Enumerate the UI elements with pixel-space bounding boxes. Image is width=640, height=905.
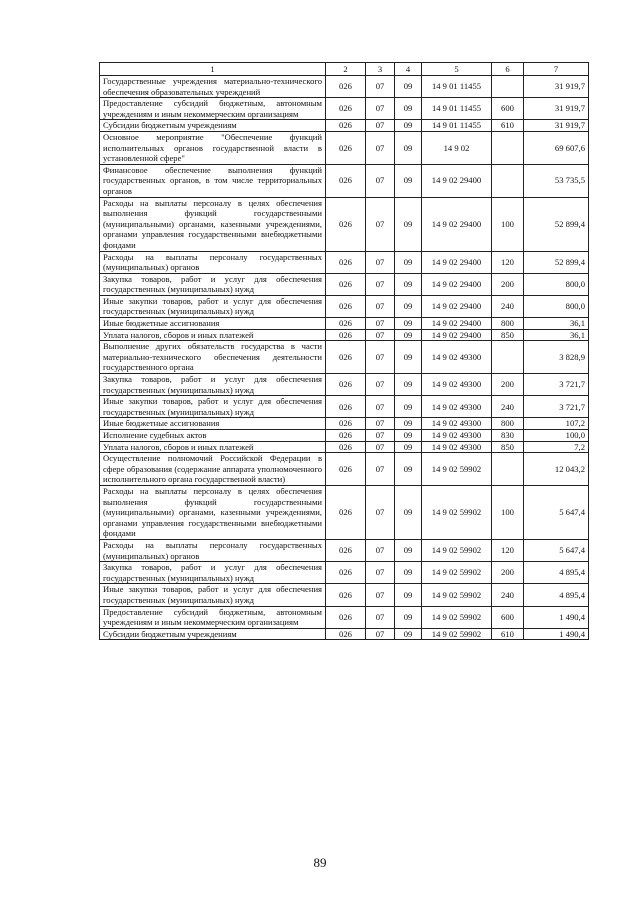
row-ministry-code: 026 (326, 418, 366, 430)
table-row (100, 441, 589, 453)
row-ministry-code: 026 (326, 98, 366, 120)
row-section-code: 07 (366, 131, 395, 164)
row-ministry-code: 026 (326, 341, 366, 374)
column-header-3: 3 (366, 63, 395, 76)
row-name: Закупка товаров, работ и услуг для обеспечения государственных (муниципальных) нужд (100, 562, 326, 584)
row-ministry-code: 026 (326, 396, 366, 418)
row-target-code: 14 9 01 11455 (422, 76, 492, 98)
row-name: Иные закупки товаров, работ и услуг для обеспечения государственных (муниципальных) нужд (100, 396, 326, 418)
row-target-code: 14 9 02 29400 (422, 251, 492, 273)
row-target-code: 14 9 02 29400 (422, 273, 492, 295)
row-ministry-code: 026 (326, 628, 366, 640)
row-subsection-code: 09 (395, 120, 422, 132)
row-ministry-code: 026 (326, 318, 366, 330)
row-expense-type-code: 240 (492, 396, 524, 418)
row-amount: 3 721,7 (524, 374, 589, 396)
row-ministry-code: 026 (326, 606, 366, 628)
row-ministry-code: 026 (326, 441, 366, 453)
row-target-code: 14 9 02 49300 (422, 441, 492, 453)
row-expense-type-code: 800 (492, 318, 524, 330)
row-subsection-code: 09 (395, 329, 422, 341)
row-amount: 12 043,2 (524, 453, 589, 486)
row-target-code: 14 9 02 49300 (422, 430, 492, 442)
row-name: Субсидии бюджетным учреждениям (100, 120, 326, 132)
row-expense-type-code (492, 76, 524, 98)
row-expense-type-code: 610 (492, 120, 524, 132)
row-target-code: 14 9 02 59902 (422, 628, 492, 640)
row-name: Исполнение судебных актов (100, 430, 326, 442)
row-section-code: 07 (366, 98, 395, 120)
row-amount: 800,0 (524, 273, 589, 295)
row-expense-type-code: 100 (492, 485, 524, 539)
row-section-code: 07 (366, 539, 395, 561)
row-name: Уплата налогов, сборов и иных платежей (100, 329, 326, 341)
row-amount: 31 919,7 (524, 120, 589, 132)
table-row (100, 164, 589, 197)
row-section-code: 07 (366, 273, 395, 295)
row-expense-type-code: 120 (492, 539, 524, 561)
table-row (100, 584, 589, 606)
row-section-code: 07 (366, 120, 395, 132)
row-target-code: 14 9 02 29400 (422, 164, 492, 197)
row-name: Основное мероприятие "Обеспечение функций исполнительных органов государственной власти в установленной сфере" (100, 131, 326, 164)
row-target-code: 14 9 02 59902 (422, 539, 492, 561)
table-body (100, 76, 589, 640)
row-section-code: 07 (366, 396, 395, 418)
row-subsection-code: 09 (395, 341, 422, 374)
row-name: Расходы на выплаты персоналу в целях обеспечения выполнения функций государственными (муниципальными) органами, казенными учреждениями, органами управления государственными внебюджетными фондами (100, 197, 326, 251)
row-ministry-code: 026 (326, 430, 366, 442)
row-name: Иные закупки товаров, работ и услуг для обеспечения государственных (муниципальных) нужд (100, 295, 326, 317)
row-target-code: 14 9 02 49300 (422, 396, 492, 418)
row-ministry-code: 026 (326, 251, 366, 273)
row-subsection-code: 09 (395, 584, 422, 606)
row-subsection-code: 09 (395, 453, 422, 486)
row-target-code: 14 9 01 11455 (422, 98, 492, 120)
row-amount: 5 647,4 (524, 539, 589, 561)
row-ministry-code: 026 (326, 329, 366, 341)
row-name: Финансовое обеспечение выполнения функций государственных органов, в том числе территориальных органов (100, 164, 326, 197)
row-subsection-code: 09 (395, 197, 422, 251)
table-row (100, 418, 589, 430)
row-subsection-code: 09 (395, 273, 422, 295)
row-ministry-code: 026 (326, 539, 366, 561)
row-expense-type-code: 200 (492, 273, 524, 295)
row-ministry-code: 026 (326, 164, 366, 197)
row-expense-type-code: 120 (492, 251, 524, 273)
row-section-code: 07 (366, 197, 395, 251)
row-target-code: 14 9 02 49300 (422, 341, 492, 374)
table-row (100, 329, 589, 341)
row-amount: 1 490,4 (524, 606, 589, 628)
row-amount: 53 735,5 (524, 164, 589, 197)
row-target-code: 14 9 02 59902 (422, 485, 492, 539)
table-row (100, 318, 589, 330)
row-amount: 31 919,7 (524, 76, 589, 98)
table-row (100, 120, 589, 132)
row-target-code: 14 9 02 59902 (422, 562, 492, 584)
row-amount: 69 607,6 (524, 131, 589, 164)
row-target-code: 14 9 02 49300 (422, 374, 492, 396)
row-target-code: 14 9 02 29400 (422, 295, 492, 317)
row-ministry-code: 026 (326, 76, 366, 98)
row-ministry-code: 026 (326, 562, 366, 584)
table-row (100, 341, 589, 374)
row-expense-type-code (492, 341, 524, 374)
page-number: 89 (313, 855, 327, 870)
row-amount: 800,0 (524, 295, 589, 317)
column-header-4: 4 (395, 63, 422, 76)
row-target-code: 14 9 02 29400 (422, 318, 492, 330)
row-subsection-code: 09 (395, 251, 422, 273)
row-amount: 5 647,4 (524, 485, 589, 539)
row-section-code: 07 (366, 76, 395, 98)
row-name: Выполнение других обязательств государства в части материально-технического обеспечения деятельности государственного органа (100, 341, 326, 374)
row-amount: 4 895,4 (524, 562, 589, 584)
row-subsection-code: 09 (395, 396, 422, 418)
row-expense-type-code: 600 (492, 606, 524, 628)
table-row (100, 539, 589, 561)
row-section-code: 07 (366, 453, 395, 486)
budget-table (99, 62, 589, 640)
row-amount: 4 895,4 (524, 584, 589, 606)
row-section-code: 07 (366, 418, 395, 430)
table-row (100, 485, 589, 539)
row-target-code: 14 9 02 59902 (422, 584, 492, 606)
row-section-code: 07 (366, 562, 395, 584)
row-ministry-code: 026 (326, 485, 366, 539)
row-target-code: 14 9 02 29400 (422, 329, 492, 341)
column-header-5: 5 (422, 63, 492, 76)
row-subsection-code: 09 (395, 98, 422, 120)
table-row (100, 628, 589, 640)
row-name: Предоставление субсидий бюджетным, автономным учреждениям и иным некоммерческим организациям (100, 98, 326, 120)
row-ministry-code: 026 (326, 295, 366, 317)
row-amount: 3 828,9 (524, 341, 589, 374)
row-ministry-code: 026 (326, 197, 366, 251)
row-target-code: 14 9 02 (422, 131, 492, 164)
row-section-code: 07 (366, 318, 395, 330)
row-target-code: 14 9 02 49300 (422, 418, 492, 430)
table-row (100, 606, 589, 628)
table-row (100, 562, 589, 584)
row-ministry-code: 026 (326, 374, 366, 396)
row-subsection-code: 09 (395, 295, 422, 317)
row-section-code: 07 (366, 485, 395, 539)
row-section-code: 07 (366, 341, 395, 374)
column-header-2: 2 (326, 63, 366, 76)
row-subsection-code: 09 (395, 318, 422, 330)
row-expense-type-code (492, 131, 524, 164)
row-section-code: 07 (366, 374, 395, 396)
row-section-code: 07 (366, 584, 395, 606)
row-ministry-code: 026 (326, 131, 366, 164)
row-amount: 52 899,4 (524, 251, 589, 273)
row-expense-type-code: 850 (492, 441, 524, 453)
row-section-code: 07 (366, 628, 395, 640)
table-row (100, 251, 589, 273)
row-expense-type-code: 200 (492, 562, 524, 584)
row-section-code: 07 (366, 430, 395, 442)
table-row (100, 396, 589, 418)
column-header-6: 6 (492, 63, 524, 76)
row-expense-type-code: 850 (492, 329, 524, 341)
row-amount: 36,1 (524, 329, 589, 341)
table-row (100, 374, 589, 396)
row-amount: 31 919,7 (524, 98, 589, 120)
row-expense-type-code: 200 (492, 374, 524, 396)
row-name: Государственные учреждения материально-технического обеспечения образовательных учреждений (100, 76, 326, 98)
row-section-code: 07 (366, 606, 395, 628)
column-header-7: 7 (524, 63, 589, 76)
row-name: Осуществление полномочий Российской Федерации в сфере образования (содержание аппарата уполномоченного исполнительного органа государственной власти) (100, 453, 326, 486)
row-target-code: 14 9 02 59902 (422, 606, 492, 628)
row-subsection-code: 09 (395, 628, 422, 640)
row-name: Закупка товаров, работ и услуг для обеспечения государственных (муниципальных) нужд (100, 374, 326, 396)
row-expense-type-code: 240 (492, 295, 524, 317)
row-name: Расходы на выплаты персоналу в целях обеспечения выполнения функций государственными (муниципальными) органами, казенными учреждениями, органами управления государственными внебюджетными фондами (100, 485, 326, 539)
row-amount: 3 721,7 (524, 396, 589, 418)
row-subsection-code: 09 (395, 418, 422, 430)
row-subsection-code: 09 (395, 374, 422, 396)
row-name: Расходы на выплаты персоналу государственных (муниципальных) органов (100, 251, 326, 273)
row-subsection-code: 09 (395, 485, 422, 539)
row-target-code: 14 9 01 11455 (422, 120, 492, 132)
table-row (100, 76, 589, 98)
row-name: Иные бюджетные ассигнования (100, 418, 326, 430)
table-row (100, 430, 589, 442)
row-name: Расходы на выплаты персоналу государственных (муниципальных) органов (100, 539, 326, 561)
row-ministry-code: 026 (326, 273, 366, 295)
row-ministry-code: 026 (326, 453, 366, 486)
row-subsection-code: 09 (395, 606, 422, 628)
table-row (100, 197, 589, 251)
row-name: Закупка товаров, работ и услуг для обеспечения государственных (муниципальных) нужд (100, 273, 326, 295)
column-header-1: 1 (100, 63, 326, 76)
row-section-code: 07 (366, 329, 395, 341)
row-section-code: 07 (366, 295, 395, 317)
row-amount: 100,0 (524, 430, 589, 442)
row-amount: 1 490,4 (524, 628, 589, 640)
row-expense-type-code: 240 (492, 584, 524, 606)
row-section-code: 07 (366, 251, 395, 273)
row-target-code: 14 9 02 29400 (422, 197, 492, 251)
row-amount: 7,2 (524, 441, 589, 453)
table-row (100, 98, 589, 120)
row-expense-type-code: 610 (492, 628, 524, 640)
row-ministry-code: 026 (326, 584, 366, 606)
row-subsection-code: 09 (395, 430, 422, 442)
row-amount: 52 899,4 (524, 197, 589, 251)
row-name: Иные закупки товаров, работ и услуг для обеспечения государственных (муниципальных) нужд (100, 584, 326, 606)
row-expense-type-code: 800 (492, 418, 524, 430)
row-section-code: 07 (366, 441, 395, 453)
row-expense-type-code (492, 164, 524, 197)
row-amount: 36,1 (524, 318, 589, 330)
table-row (100, 453, 589, 486)
row-expense-type-code: 600 (492, 98, 524, 120)
row-subsection-code: 09 (395, 76, 422, 98)
row-expense-type-code (492, 453, 524, 486)
row-name: Субсидии бюджетным учреждениям (100, 628, 326, 640)
table-row (100, 131, 589, 164)
row-name: Предоставление субсидий бюджетным, автономным учреждениям и иным некоммерческим организациям (100, 606, 326, 628)
row-name: Уплата налогов, сборов и иных платежей (100, 441, 326, 453)
header-row (100, 63, 589, 76)
row-expense-type-code: 830 (492, 430, 524, 442)
row-subsection-code: 09 (395, 539, 422, 561)
row-subsection-code: 09 (395, 131, 422, 164)
row-section-code: 07 (366, 164, 395, 197)
row-subsection-code: 09 (395, 441, 422, 453)
row-name: Иные бюджетные ассигнования (100, 318, 326, 330)
row-subsection-code: 09 (395, 562, 422, 584)
table-row (100, 273, 589, 295)
row-subsection-code: 09 (395, 164, 422, 197)
row-ministry-code: 026 (326, 120, 366, 132)
row-amount: 107,2 (524, 418, 589, 430)
row-target-code: 14 9 02 59902 (422, 453, 492, 486)
table-row (100, 295, 589, 317)
row-expense-type-code: 100 (492, 197, 524, 251)
